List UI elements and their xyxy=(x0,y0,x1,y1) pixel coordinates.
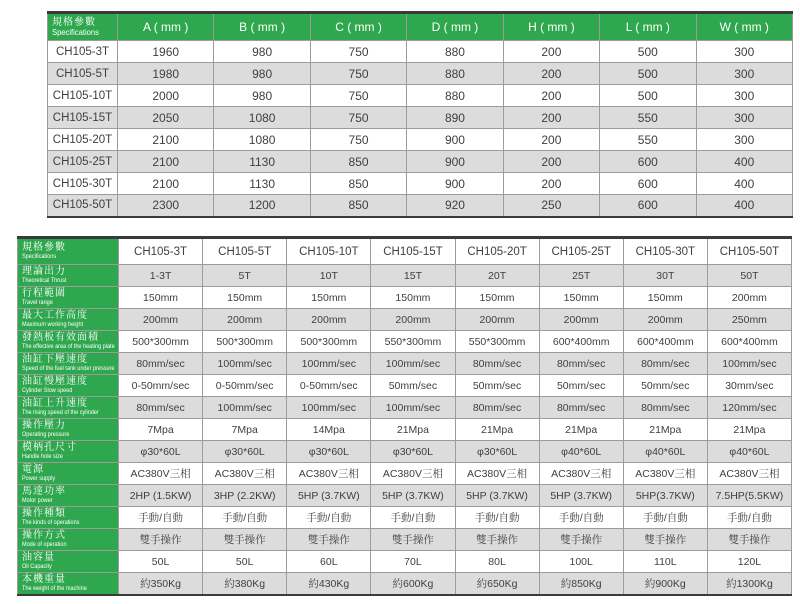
dimension-value-cell: 1960 xyxy=(118,41,214,63)
spec-row xyxy=(18,507,792,529)
dimension-value-cell: 300 xyxy=(696,129,792,151)
model-cell: CH105-20T xyxy=(48,129,118,151)
spec-value-cell: 150mm xyxy=(539,287,623,309)
dimension-value-cell: 600 xyxy=(600,195,696,217)
spec-value-cell: 雙手操作 xyxy=(455,529,539,551)
spec-row xyxy=(18,353,792,375)
dimension-value-cell: 980 xyxy=(214,41,310,63)
dimension-value-cell: 850 xyxy=(310,151,406,173)
spec-row-label-en: Motor power xyxy=(22,497,53,504)
spec-value-cell: 600*400mm xyxy=(623,331,707,353)
spec-row-label xyxy=(18,265,119,287)
spec-row-label-zh: 馬達功率 xyxy=(22,486,66,497)
dimension-value-cell: 200 xyxy=(503,41,599,63)
spec-value-cell: 7Mpa xyxy=(203,419,287,441)
spec-corner-header xyxy=(18,238,119,265)
spec-value-cell: 5HP(3.7KW) xyxy=(623,485,707,507)
spec-value-cell: 10T xyxy=(287,265,371,287)
spec-row-label-en: The weight of the machine xyxy=(22,584,87,592)
spec-value-cell: 手動/自動 xyxy=(455,507,539,529)
spec-row xyxy=(18,265,792,287)
spec-value-cell: 100mm/sec xyxy=(707,353,791,375)
spec-value-cell: 50L xyxy=(119,551,203,573)
spec-value-cell: φ30*60L xyxy=(455,441,539,463)
spec-value-cell: 500*300mm xyxy=(119,331,203,353)
spec-value-cell: 手動/自動 xyxy=(203,507,287,529)
dimension-value-cell: 2050 xyxy=(118,107,214,129)
dimension-column-header: C ( mm ) xyxy=(310,13,406,41)
spec-value-cell: φ30*60L xyxy=(119,441,203,463)
dimension-value-cell: 880 xyxy=(407,41,503,63)
spec-value-cell: 50L xyxy=(203,551,287,573)
spec-value-cell: 20T xyxy=(455,265,539,287)
dimension-value-cell: 600 xyxy=(600,151,696,173)
spec-value-cell: 200mm xyxy=(371,309,455,331)
spec-row-label-en: Maximum working height xyxy=(22,321,84,328)
dimension-value-cell: 900 xyxy=(407,173,503,195)
spec-value-cell: 600*400mm xyxy=(707,331,791,353)
spec-value-cell: 70L xyxy=(371,551,455,573)
dimension-value-cell: 750 xyxy=(310,41,406,63)
spec-value-cell: 約1300Kg xyxy=(707,573,791,595)
dimensions-row xyxy=(48,41,793,63)
spec-row-label xyxy=(18,375,119,397)
dimension-value-cell: 500 xyxy=(600,85,696,107)
dimension-value-cell: 400 xyxy=(696,173,792,195)
spec-value-cell: 約900Kg xyxy=(623,573,707,595)
dimensions-row xyxy=(48,85,793,107)
spec-row-label-zh: 發熱板有效面積 xyxy=(22,332,99,343)
spec-row-label-en: Speed of the fuel tank under pressure xyxy=(22,365,115,372)
spec-value-cell: 80mm/sec xyxy=(623,353,707,375)
dimensions-header-row xyxy=(48,13,793,41)
spec-value-cell: 150mm xyxy=(623,287,707,309)
spec-value-cell: 600*400mm xyxy=(539,331,623,353)
dimension-value-cell: 750 xyxy=(310,129,406,151)
spec-row-label-zh: 模柄孔尺寸 xyxy=(22,442,77,453)
model-cell: CH105-30T xyxy=(48,173,118,195)
spec-value-cell: 5HP (3.7KW) xyxy=(287,485,371,507)
spec-value-cell: 550*300mm xyxy=(371,331,455,353)
spec-value-cell: AC380V三相 xyxy=(539,463,623,485)
dimension-value-cell: 2100 xyxy=(118,129,214,151)
dimension-value-cell: 200 xyxy=(503,151,599,173)
spec-value-cell: 5HP (3.7KW) xyxy=(455,485,539,507)
spec-row-label-en: Travel range xyxy=(22,299,53,306)
dimensions-row xyxy=(48,173,793,195)
spec-row-label xyxy=(18,441,119,463)
spec-value-cell: 80mm/sec xyxy=(119,397,203,419)
spec-row-label-zh: 油缸下壓速度 xyxy=(22,354,88,365)
spec-value-cell: 30mm/sec xyxy=(707,375,791,397)
spec-row-label-zh: 最大工作高度 xyxy=(22,310,88,321)
dimension-value-cell: 980 xyxy=(214,85,310,107)
spec-value-cell: 15T xyxy=(371,265,455,287)
spec-value-cell: 120L xyxy=(707,551,791,573)
dimension-value-cell: 500 xyxy=(600,41,696,63)
spec-value-cell: 雙手操作 xyxy=(707,529,791,551)
dimension-value-cell: 550 xyxy=(600,107,696,129)
dimension-value-cell: 890 xyxy=(407,107,503,129)
spec-value-cell: 50mm/sec xyxy=(539,375,623,397)
spec-value-cell: 雙手操作 xyxy=(287,529,371,551)
spec-row-label-zh: 油缸上升速度 xyxy=(22,398,88,409)
spec-value-cell: 30T xyxy=(623,265,707,287)
dimension-value-cell: 250 xyxy=(503,195,599,217)
spec-value-cell: 550*300mm xyxy=(455,331,539,353)
spec-value-cell: 21Mpa xyxy=(707,419,791,441)
spec-value-cell: 約850Kg xyxy=(539,573,623,595)
model-column-header: CH105-20T xyxy=(455,238,539,265)
model-column-header: CH105-30T xyxy=(623,238,707,265)
spec-value-cell: 約650Kg xyxy=(455,573,539,595)
dimension-value-cell: 500 xyxy=(600,63,696,85)
spec-row-label-en: The kinds of operations xyxy=(22,519,80,526)
spec-value-cell: φ30*60L xyxy=(203,441,287,463)
model-column-header: CH105-5T xyxy=(203,238,287,265)
spec-value-cell: AC380V三相 xyxy=(203,463,287,485)
dimension-value-cell: 2300 xyxy=(118,195,214,217)
spec-value-cell: 200mm xyxy=(203,309,287,331)
spec-value-cell: 100mm/sec xyxy=(203,353,287,375)
dimension-value-cell: 900 xyxy=(407,151,503,173)
spec-value-cell: 雙手操作 xyxy=(623,529,707,551)
spec-row xyxy=(18,331,792,353)
spec-value-cell: 5HP (3.7KW) xyxy=(539,485,623,507)
spec-value-cell: 7Mpa xyxy=(119,419,203,441)
spec-value-cell: 200mm xyxy=(455,309,539,331)
model-cell: CH105-10T xyxy=(48,85,118,107)
dimension-value-cell: 1200 xyxy=(214,195,310,217)
dimension-value-cell: 1130 xyxy=(214,151,310,173)
spec-value-cell: φ40*60L xyxy=(707,441,791,463)
spec-row-label-zh: 操作壓力 xyxy=(22,420,66,431)
spec-value-cell: 5HP (3.7KW) xyxy=(371,485,455,507)
spec-row-label-zh: 本機重量 xyxy=(22,573,66,585)
spec-row-label xyxy=(18,551,119,573)
spec-row xyxy=(18,529,792,551)
spec-row-label xyxy=(18,419,119,441)
spec-value-cell: 50mm/sec xyxy=(623,375,707,397)
dimension-column-header: W ( mm ) xyxy=(696,13,792,41)
spec-value-cell: AC380V三相 xyxy=(119,463,203,485)
dimensions-row xyxy=(48,107,793,129)
dimension-value-cell: 1980 xyxy=(118,63,214,85)
spec-value-cell: 200mm xyxy=(707,287,791,309)
spec-value-cell: 約350Kg xyxy=(119,573,203,595)
corner-label-zh: 規格參數 xyxy=(52,17,96,28)
spec-row-label-en: Theoretical Thrust xyxy=(22,277,67,284)
spec-value-cell: 60L xyxy=(287,551,371,573)
spec-row-label xyxy=(18,529,119,551)
spec-row-label xyxy=(18,397,119,419)
spec-value-cell: 200mm xyxy=(287,309,371,331)
model-column-header: CH105-25T xyxy=(539,238,623,265)
spec-row xyxy=(18,573,792,595)
dimension-column-header: D ( mm ) xyxy=(407,13,503,41)
dimension-value-cell: 1080 xyxy=(214,107,310,129)
spec-value-cell: 200mm xyxy=(119,309,203,331)
corner-label-en: Specifications xyxy=(52,28,99,37)
dimensions-table xyxy=(47,11,793,218)
dimension-value-cell: 750 xyxy=(310,63,406,85)
spec-row xyxy=(18,485,792,507)
dimension-value-cell: 400 xyxy=(696,151,792,173)
dimension-value-cell: 300 xyxy=(696,107,792,129)
dimensions-corner-header xyxy=(48,13,118,41)
spec-value-cell: 21Mpa xyxy=(539,419,623,441)
dimension-value-cell: 200 xyxy=(503,129,599,151)
dimension-column-header: H ( mm ) xyxy=(503,13,599,41)
spec-row-label xyxy=(18,463,119,485)
spec-value-cell: 3HP (2.2KW) xyxy=(203,485,287,507)
spec-value-cell: 150mm xyxy=(455,287,539,309)
dimension-value-cell: 300 xyxy=(696,41,792,63)
spec-row-label xyxy=(18,287,119,309)
spec-value-cell: 120mm/sec xyxy=(707,397,791,419)
spec-value-cell: 80L xyxy=(455,551,539,573)
spec-value-cell: 7.5HP(5.5KW) xyxy=(707,485,791,507)
spec-row-label-zh: 油缸慢壓速度 xyxy=(22,376,88,387)
spec-value-cell: AC380V三相 xyxy=(623,463,707,485)
spec-row xyxy=(18,551,792,573)
dimension-value-cell: 200 xyxy=(503,173,599,195)
spec-value-cell: 80mm/sec xyxy=(119,353,203,375)
spec-value-cell: 200mm xyxy=(623,309,707,331)
spec-row xyxy=(18,309,792,331)
dimension-value-cell: 200 xyxy=(503,85,599,107)
spec-value-cell: 雙手操作 xyxy=(203,529,287,551)
spec-value-cell: 50mm/sec xyxy=(455,375,539,397)
spec-value-cell: 約430Kg xyxy=(287,573,371,595)
model-cell: CH105-50T xyxy=(48,195,118,217)
spec-value-cell: φ30*60L xyxy=(287,441,371,463)
spec-value-cell: 約380Kg xyxy=(203,573,287,595)
spec-value-cell: 80mm/sec xyxy=(455,353,539,375)
spec-value-cell: φ40*60L xyxy=(623,441,707,463)
spec-value-cell: 110L xyxy=(623,551,707,573)
dimension-value-cell: 2000 xyxy=(118,85,214,107)
model-cell: CH105-3T xyxy=(48,41,118,63)
spec-row-label-en: Oil Capacity xyxy=(22,563,52,570)
spec-value-cell: 手動/自動 xyxy=(623,507,707,529)
spec-row-label xyxy=(18,353,119,375)
spec-value-cell: 手動/自動 xyxy=(371,507,455,529)
spec-value-cell: 100mm/sec xyxy=(203,397,287,419)
spec-value-cell: φ30*60L xyxy=(371,441,455,463)
spec-value-cell: 80mm/sec xyxy=(539,353,623,375)
spec-value-cell: 21Mpa xyxy=(371,419,455,441)
spec-value-cell: 100mm/sec xyxy=(371,397,455,419)
spec-row-label xyxy=(18,309,119,331)
corner-label-zh: 規格參數 xyxy=(22,242,66,253)
spec-value-cell: 100mm/sec xyxy=(287,397,371,419)
dimensions-row xyxy=(48,129,793,151)
model-column-header: CH105-50T xyxy=(707,238,791,265)
spec-row-label-en: Cylinder Slow speed xyxy=(22,387,73,394)
spec-row-label xyxy=(18,331,119,353)
spec-header-row xyxy=(18,238,792,265)
spec-value-cell: 14Mpa xyxy=(287,419,371,441)
dimension-value-cell: 750 xyxy=(310,107,406,129)
dimension-value-cell: 1130 xyxy=(214,173,310,195)
dimension-value-cell: 920 xyxy=(407,195,503,217)
spec-value-cell: 手動/自動 xyxy=(119,507,203,529)
dimension-value-cell: 550 xyxy=(600,129,696,151)
spec-value-cell: 雙手操作 xyxy=(539,529,623,551)
dimension-value-cell: 200 xyxy=(503,63,599,85)
model-cell: CH105-5T xyxy=(48,63,118,85)
spec-value-cell: 雙手操作 xyxy=(119,529,203,551)
specifications-table xyxy=(17,236,792,596)
dimension-value-cell: 600 xyxy=(600,173,696,195)
spec-value-cell: 手動/自動 xyxy=(539,507,623,529)
dimension-value-cell: 900 xyxy=(407,129,503,151)
dimension-value-cell: 400 xyxy=(696,195,792,217)
dimension-column-header: L ( mm ) xyxy=(600,13,696,41)
spec-value-cell: 150mm xyxy=(371,287,455,309)
spec-value-cell: 手動/自動 xyxy=(707,507,791,529)
dimension-value-cell: 300 xyxy=(696,85,792,107)
spec-row-label-zh: 操作方式 xyxy=(22,530,66,541)
spec-value-cell: 雙手操作 xyxy=(371,529,455,551)
dimension-column-header: A ( mm ) xyxy=(118,13,214,41)
spec-row xyxy=(18,419,792,441)
spec-row-label xyxy=(18,485,119,507)
spec-row-label-zh: 油容量 xyxy=(22,552,55,563)
spec-value-cell: 100mm/sec xyxy=(371,353,455,375)
spec-row-label-zh: 行程範圍 xyxy=(22,288,66,299)
spec-row xyxy=(18,441,792,463)
spec-row-label-zh: 理論出力 xyxy=(22,266,66,277)
dimension-value-cell: 2100 xyxy=(118,151,214,173)
spec-row xyxy=(18,463,792,485)
spec-value-cell: 2HP (1.5KW) xyxy=(119,485,203,507)
spec-value-cell: 50mm/sec xyxy=(371,375,455,397)
spec-value-cell: 50T xyxy=(707,265,791,287)
spec-value-cell: 500*300mm xyxy=(287,331,371,353)
spec-row xyxy=(18,287,792,309)
dimension-column-header: B ( mm ) xyxy=(214,13,310,41)
spec-value-cell: 約600Kg xyxy=(371,573,455,595)
spec-row-label-en: The effective area of the heating plate xyxy=(22,343,115,350)
spec-row-label xyxy=(18,507,119,529)
spec-value-cell: 100mm/sec xyxy=(287,353,371,375)
spec-value-cell: φ40*60L xyxy=(539,441,623,463)
dimension-value-cell: 300 xyxy=(696,63,792,85)
model-column-header: CH105-15T xyxy=(371,238,455,265)
dimensions-row xyxy=(48,63,793,85)
spec-value-cell: 150mm xyxy=(119,287,203,309)
spec-value-cell: 80mm/sec xyxy=(539,397,623,419)
model-column-header: CH105-10T xyxy=(287,238,371,265)
dimension-value-cell: 1080 xyxy=(214,129,310,151)
spec-row-label-zh: 操作種類 xyxy=(22,508,66,519)
dimension-value-cell: 850 xyxy=(310,173,406,195)
spec-value-cell: 21Mpa xyxy=(623,419,707,441)
corner-label-en: Specifications xyxy=(22,253,57,260)
spec-value-cell: 200mm xyxy=(539,309,623,331)
spec-value-cell: AC380V三相 xyxy=(455,463,539,485)
spec-value-cell: 0-50mm/sec xyxy=(203,375,287,397)
spec-row-label-zh: 電源 xyxy=(22,464,44,475)
spec-value-cell: 150mm xyxy=(287,287,371,309)
spec-value-cell: 80mm/sec xyxy=(455,397,539,419)
spec-value-cell: 21Mpa xyxy=(455,419,539,441)
spec-row-label xyxy=(18,573,119,595)
dimension-value-cell: 880 xyxy=(407,63,503,85)
dimension-value-cell: 880 xyxy=(407,85,503,107)
spec-value-cell: 80mm/sec xyxy=(623,397,707,419)
dimension-value-cell: 200 xyxy=(503,107,599,129)
spec-value-cell: 25T xyxy=(539,265,623,287)
model-cell: CH105-15T xyxy=(48,107,118,129)
dimension-value-cell: 980 xyxy=(214,63,310,85)
spec-value-cell: 250mm xyxy=(707,309,791,331)
spec-row-label-en: Mode of operation xyxy=(22,541,67,548)
dimensions-row xyxy=(48,151,793,173)
spec-value-cell: 1-3T xyxy=(119,265,203,287)
spec-value-cell: 150mm xyxy=(203,287,287,309)
spec-row-label-en: Handle hole size xyxy=(22,453,63,460)
spec-value-cell: 500*300mm xyxy=(203,331,287,353)
dimensions-row xyxy=(48,195,793,217)
spec-row-label-en: The rising speed of the cylinder xyxy=(22,409,99,416)
spec-value-cell: AC380V三相 xyxy=(707,463,791,485)
dimension-value-cell: 2100 xyxy=(118,173,214,195)
spec-value-cell: 100L xyxy=(539,551,623,573)
spec-row xyxy=(18,397,792,419)
spec-value-cell: AC380V三相 xyxy=(287,463,371,485)
spec-value-cell: AC380V三相 xyxy=(371,463,455,485)
spec-row xyxy=(18,375,792,397)
spec-value-cell: 手動/自動 xyxy=(287,507,371,529)
model-cell: CH105-25T xyxy=(48,151,118,173)
spec-value-cell: 0-50mm/sec xyxy=(119,375,203,397)
dimension-value-cell: 750 xyxy=(310,85,406,107)
spec-row-label-en: Operating pressure xyxy=(22,431,70,438)
spec-value-cell: 5T xyxy=(203,265,287,287)
model-column-header: CH105-3T xyxy=(119,238,203,265)
spec-row-label-en: Power supply xyxy=(22,475,56,482)
spec-value-cell: 0-50mm/sec xyxy=(287,375,371,397)
dimension-value-cell: 850 xyxy=(310,195,406,217)
